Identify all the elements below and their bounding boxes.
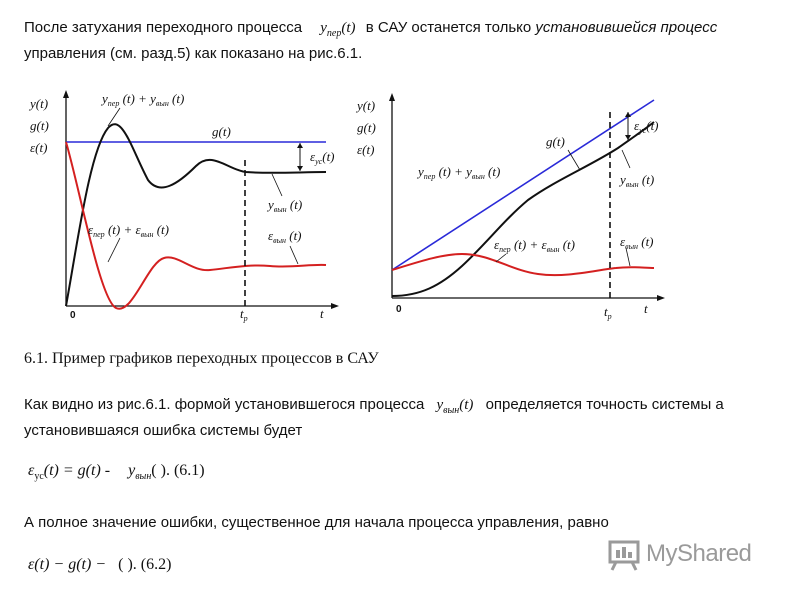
left-graph bbox=[28, 90, 339, 323]
right-eps-sum-label: $\varepsilon_{пер}$ $(t) + \varepsilon_{вын}$ (t) bbox=[494, 237, 575, 254]
formula1-number: . (6.1) bbox=[165, 462, 205, 479]
left-t-axis-label: t bbox=[320, 306, 324, 321]
paragraph-1-line-2: установившаяся ошибка системы будет bbox=[24, 422, 303, 439]
right-yvyn-pointer bbox=[622, 150, 630, 168]
formula1-eps-sub: ус bbox=[34, 471, 44, 483]
right-ylabel-y: y(t) bbox=[357, 98, 376, 113]
formula1-eps: ε bbox=[28, 462, 35, 479]
formula-6-1 bbox=[28, 462, 205, 482]
left-error-arrow-top bbox=[297, 143, 303, 148]
right-y-arrow bbox=[389, 93, 395, 101]
intro-text-b: в САУ останется только bbox=[365, 19, 532, 36]
intro-text-c: установившейся процесс bbox=[535, 19, 718, 36]
right-graph bbox=[355, 93, 665, 321]
left-sum-label: $y_{пер}$ $(t) + y_{вын}$ (t) bbox=[102, 91, 185, 108]
formula1-arg: ( ) bbox=[151, 462, 166, 479]
right-eps-vyn-label: $\varepsilon_{вын}$ (t) bbox=[620, 234, 654, 251]
paragraph-1-line-1 bbox=[24, 396, 724, 420]
left-error-arrow-bot bbox=[297, 166, 303, 171]
left-eps-ust-label: $\varepsilon_{ус}(t)$ bbox=[310, 149, 335, 166]
presentation-icon bbox=[606, 538, 646, 572]
left-x-arrow bbox=[331, 303, 339, 309]
left-ylabel-eps: ε(t) bbox=[30, 140, 48, 155]
right-t-axis-label: t bbox=[644, 301, 648, 316]
left-g-label: g(t) bbox=[212, 124, 231, 139]
formula1-y: $y_{вын}$ bbox=[128, 462, 152, 483]
formula-6-2 bbox=[28, 556, 171, 574]
formula2-expr: ε(t) − g(t) − bbox=[28, 556, 107, 573]
right-sum-label: $y_{пер}$ $(t) + y_{вын}$ (t) bbox=[418, 164, 501, 181]
intro-text-a: После затухания переходного процесса bbox=[24, 19, 303, 36]
left-eps-sum-label: $\varepsilon_{пер}$ $(t) + \varepsilon_{вын}$ (t) bbox=[88, 222, 169, 239]
para1-text-a: Как видно из рис.6.1. формой установившегося процесса bbox=[24, 396, 425, 413]
figure-caption: 6.1. Пример графиков переходных процессов в САУ bbox=[24, 350, 379, 367]
paragraph-2: А полное значение ошибки, существенное для начала процесса управления, равно bbox=[24, 514, 609, 531]
left-eps-vyn-label: $\varepsilon_{вын}$ (t) bbox=[268, 228, 302, 245]
right-origin: 0 bbox=[396, 304, 402, 315]
formula1-rest: (t) = g(t) - bbox=[43, 462, 111, 479]
right-eps-curve bbox=[392, 254, 654, 275]
para1-text-b: определяется точность системы а bbox=[485, 396, 724, 413]
right-g-label: g(t) bbox=[546, 134, 565, 149]
formula2-arg: ( ) bbox=[118, 556, 133, 573]
left-yvyn-pointer bbox=[272, 174, 282, 196]
right-ylabel-g: g(t) bbox=[357, 120, 376, 135]
right-epssum-pointer bbox=[496, 254, 506, 262]
left-y-sum-curve bbox=[66, 124, 326, 306]
y-per-symbol: $y_{пер}(t)$ bbox=[320, 20, 356, 39]
left-tp-label: $t_p$ bbox=[240, 306, 248, 323]
right-y-vyn-label: $y_{вын}$ (t) bbox=[620, 172, 655, 189]
logo-text: MyShared bbox=[646, 540, 752, 567]
left-epssum-pointer bbox=[108, 238, 120, 262]
left-origin: 0 bbox=[70, 310, 76, 321]
right-g-pointer bbox=[568, 150, 580, 170]
right-x-arrow bbox=[657, 295, 665, 301]
y-vyn-symbol: $y_{вын}(t)$ bbox=[436, 397, 474, 416]
myshared-logo bbox=[606, 538, 766, 572]
right-eps-ust-label: $\varepsilon_{ус}(t)$ bbox=[634, 118, 659, 135]
right-ylabel-eps: ε(t) bbox=[357, 142, 375, 157]
left-ylabel-g: g(t) bbox=[30, 118, 49, 133]
right-error-arrow-top bbox=[625, 112, 631, 117]
left-y-vyn-label: $y_{вын}$ (t) bbox=[268, 197, 303, 214]
intro-line-2: управления (см. разд.5) как показано на рис.6.1. bbox=[24, 45, 363, 62]
left-epsvyn-pointer bbox=[290, 246, 298, 264]
left-ylabel-y: y(t) bbox=[30, 96, 49, 111]
right-tp-label: $t_p$ bbox=[604, 304, 612, 321]
formula2-number: . (6.2) bbox=[132, 556, 172, 573]
left-y-arrow bbox=[63, 90, 69, 98]
